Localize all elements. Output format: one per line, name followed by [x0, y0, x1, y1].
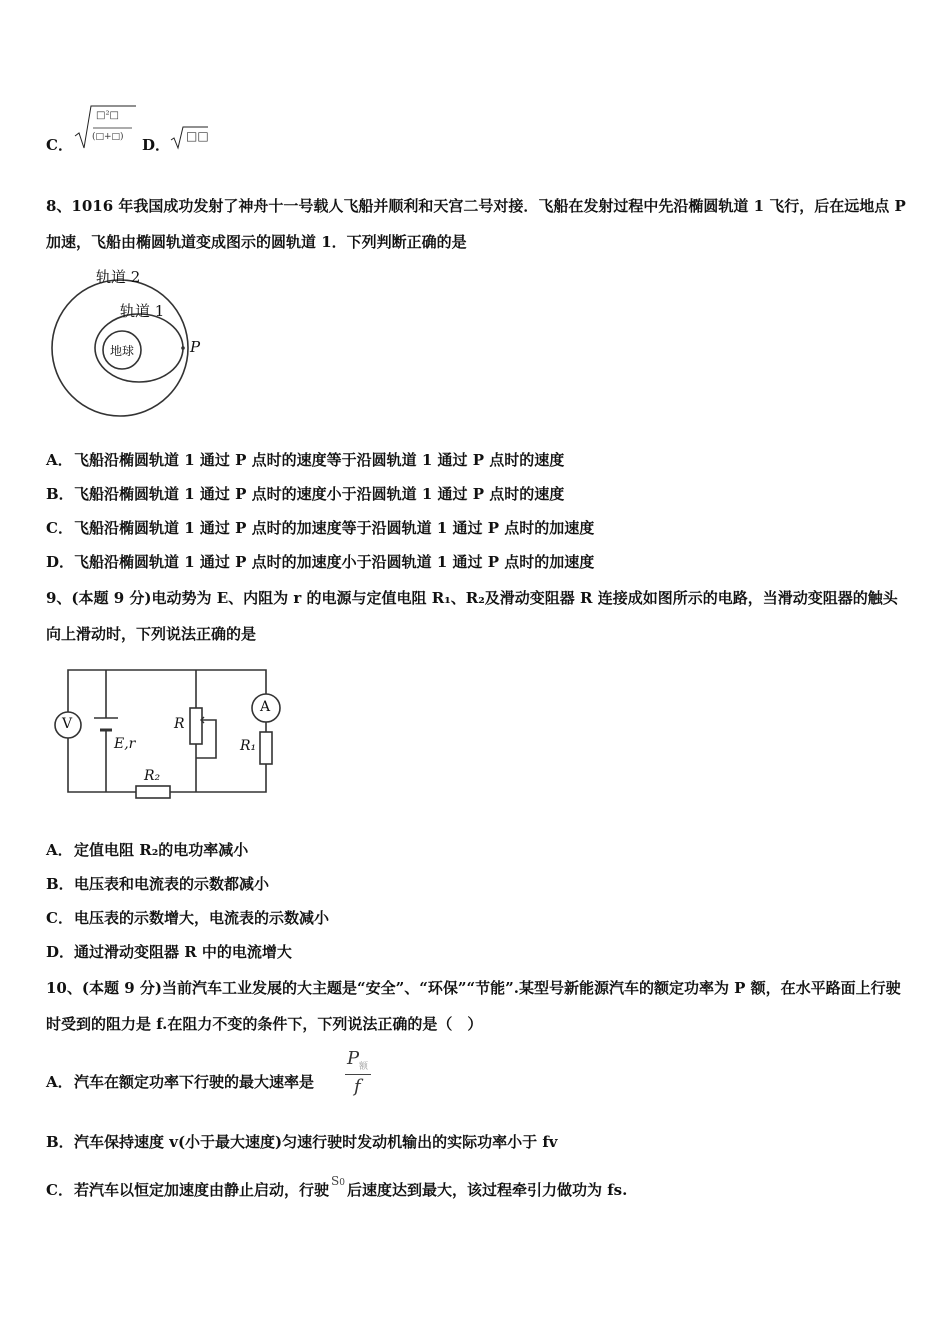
orbit-1-label: 轨道 1	[120, 302, 165, 320]
fraction-denominator: f	[354, 1076, 361, 1097]
option-text-1: 若汽车以恒定加速度由静止启动，行驶	[74, 1181, 330, 1199]
q7-option-d-radicand: □□	[186, 129, 209, 143]
q9-option-b	[46, 874, 269, 894]
rheostat-label: R	[174, 716, 185, 732]
q9-circuit-figure	[48, 664, 288, 808]
q8-option-b	[46, 484, 564, 504]
q8-option-a	[46, 450, 564, 470]
option-label: B．	[46, 875, 74, 893]
q7-option-c-label: C．	[46, 136, 73, 154]
q9-option-d	[46, 942, 292, 962]
option-text-2: 后速度达到最大，该过程牵引力做功为 fs.	[346, 1181, 628, 1199]
option-text: 汽车在额定功率下行驶的最大速率是	[74, 1073, 315, 1091]
point-p-dot	[181, 346, 185, 350]
rheostat-body	[190, 708, 202, 744]
q8-option-d	[46, 552, 594, 572]
option-label: C．	[46, 909, 73, 927]
option-label: A．	[46, 1073, 73, 1091]
q9-option-a	[46, 840, 248, 860]
q8-option-c	[46, 518, 594, 538]
s0-subscript: 0	[339, 1178, 345, 1188]
option-text: 飞船沿椭圆轨道 1 通过 P 点时的速度小于沿圆轨道 1 通过 P 点时的速度	[74, 485, 565, 503]
q10-option-a-fraction	[343, 1048, 377, 1104]
earth-label: 地球	[110, 344, 135, 358]
option-label: C．	[46, 1181, 73, 1199]
s0-letter: S	[331, 1174, 340, 1188]
r2-label: R₂	[144, 768, 161, 784]
circuit-diagram	[48, 664, 288, 808]
q8-orbit-figure	[44, 262, 244, 426]
option-label: B．	[46, 1133, 74, 1151]
option-label: C．	[46, 519, 73, 537]
ammeter-label: A	[260, 699, 271, 715]
voltmeter-label: V	[62, 716, 73, 732]
r1-body	[260, 732, 272, 764]
r1-label: R₁	[240, 738, 257, 754]
point-p-label: P	[190, 338, 201, 356]
orbit-2-label: 轨道 2	[96, 268, 141, 286]
q10-option-c	[46, 1174, 628, 1203]
option-text: 飞船沿椭圆轨道 1 通过 P 点时的加速度小于沿圆轨道 1 通过 P 点时的加速度	[74, 553, 595, 571]
option-label: A．	[46, 841, 73, 859]
fraction-numerator-subscript: 额	[359, 1062, 369, 1072]
q9-stem: 9、(本题 9 分)电动势为 E、内阻为 r 的电源与定值电阻 R₁、R₂及滑动变阻器 R 连接成如图所示的电路，当滑动变阻器的触头向上滑动时，下列说法正确的是	[46, 589, 898, 643]
option-text: 汽车保持速度 v(小于最大速度)匀速行驶时发动机输出的实际功率小于 fv	[74, 1133, 558, 1151]
source-label: E,r	[114, 736, 136, 752]
orbit-1-ellipse	[95, 314, 183, 382]
s0-symbol	[329, 1171, 347, 1193]
option-label: A．	[46, 451, 73, 469]
q10-stem: 10、(本题 9 分)当前汽车工业发展的大主题是“安全”、“环保”“节能”.某型号新能源汽车的额定功率为 P 额，在水平路面上行驶时受到的阻力是 f.在阻力不变的条件下，下列说法正确的是（ ）	[46, 979, 901, 1033]
orbit-diagram	[44, 262, 244, 426]
option-text: 飞船沿椭圆轨道 1 通过 P 点时的速度等于沿圆轨道 1 通过 P 点时的速度	[74, 451, 565, 469]
q7-option-c-denominator: (□+□)	[92, 132, 124, 142]
q8-stem: 8、1016 年我国成功发射了神舟十一号载人飞船并顺利和天宫二号对接．飞船在发射过程中先沿椭圆轨道 1 飞行，后在远地点 P 加速，飞船由椭圆轨道变成图示的圆轨道 1．下列判断正确的是	[46, 197, 906, 251]
q7-option-c-numerator: □²□	[96, 110, 119, 121]
option-text: 电压表的示数增大，电流表的示数减小	[74, 909, 330, 927]
q10-option-a	[46, 1072, 314, 1092]
option-label: D．	[46, 943, 75, 961]
q10-option-b	[46, 1132, 558, 1152]
q7-option-d	[140, 124, 240, 154]
option-text: 飞船沿椭圆轨道 1 通过 P 点时的加速度等于沿圆轨道 1 通过 P 点时的加速度	[74, 519, 595, 537]
option-text: 电压表和电流表的示数都减小	[74, 875, 270, 893]
option-text: 定值电阻 R₂的电功率减小	[74, 841, 249, 859]
option-text: 通过滑动变阻器 R 中的电流增大	[74, 943, 292, 961]
fraction-numerator: P	[347, 1048, 360, 1069]
option-label: B．	[46, 485, 74, 503]
q7-option-c	[46, 104, 146, 154]
r2-body	[136, 786, 170, 798]
option-label: D．	[46, 553, 75, 571]
q9-option-c	[46, 908, 329, 928]
q7-option-d-label: D．	[142, 136, 171, 154]
fraction-bar	[345, 1074, 371, 1075]
